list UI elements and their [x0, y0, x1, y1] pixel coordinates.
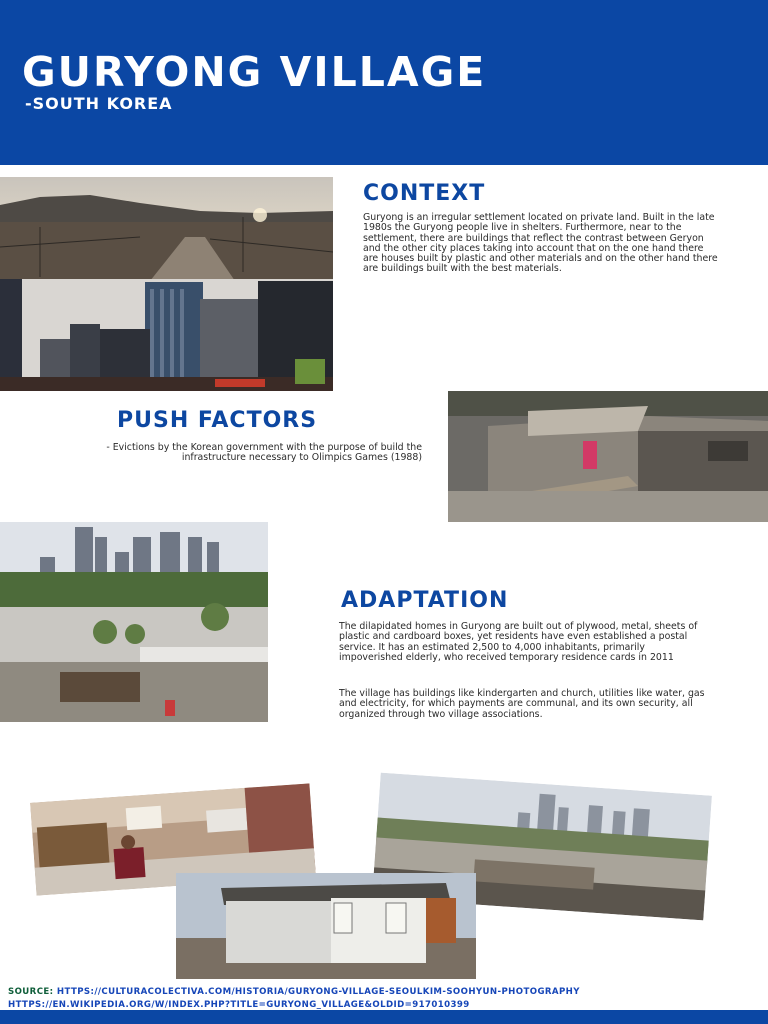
shelter-photo — [176, 873, 476, 979]
page-title: GURYONG VILLAGE — [22, 48, 487, 96]
adaptation-paragraph-1: The dilapidated homes in Guryong are built out of plywood, metal, sheets of plastic and cardboard boxes, yet residents have even established a postal service. It has an estimated 2,500 to 4,000 inhabitants, primarily impoverished elderly, who received temporary residence cards in 2011 — [339, 621, 698, 663]
shack-walkway-photo — [448, 391, 768, 522]
page-subtitle: -SOUTH KOREA — [25, 94, 173, 113]
push-factors-heading: PUSH FACTORS — [117, 408, 318, 433]
adaptation-paragraph-2: The village has buildings like kindergarten and church, utilities like water, gas and electricity, for which payments are communal, and its own security, all organized through two village associations. — [339, 688, 705, 720]
adaptation-heading: ADAPTATION — [341, 588, 509, 613]
source-label: SOURCE: — [8, 987, 54, 997]
context-heading: CONTEXT — [363, 181, 486, 206]
city-skyline-photo — [0, 279, 333, 391]
settlement-skyline-photo — [0, 522, 268, 722]
context-text: Guryong is an irregular settlement located on private land. Built in the late 1980s the Guryong people live in shelters. Furthermore, near to the settlement, there are buildings that reflect the contrast between Geryon and the other city places taking into account that on the one hand there are houses built by plastic and other materials and on the other hand there are buildings built with the best materials. — [363, 212, 718, 275]
footer-bar — [0, 1010, 768, 1024]
source-link-2[interactable]: HTTPS://EN.WIKIPEDIA.ORG/W/INDEX.PHP?TITLE=GURYONG_VILLAGE&OLDID=917010399 — [8, 1000, 470, 1010]
sources — [8, 986, 580, 1012]
village-panorama-photo — [0, 177, 333, 281]
push-factors-text: - Evictions by the Korean government with the purpose of build the infrastructure necessary to Olimpics Games (1988) — [106, 442, 422, 464]
source-link-1[interactable]: HTTPS://CULTURACOLECTIVA.COM/HISTORIA/GURYONG-VILLAGE-SEOULKIM-SOOHYUN-PHOTOGRAPHY — [56, 987, 580, 997]
